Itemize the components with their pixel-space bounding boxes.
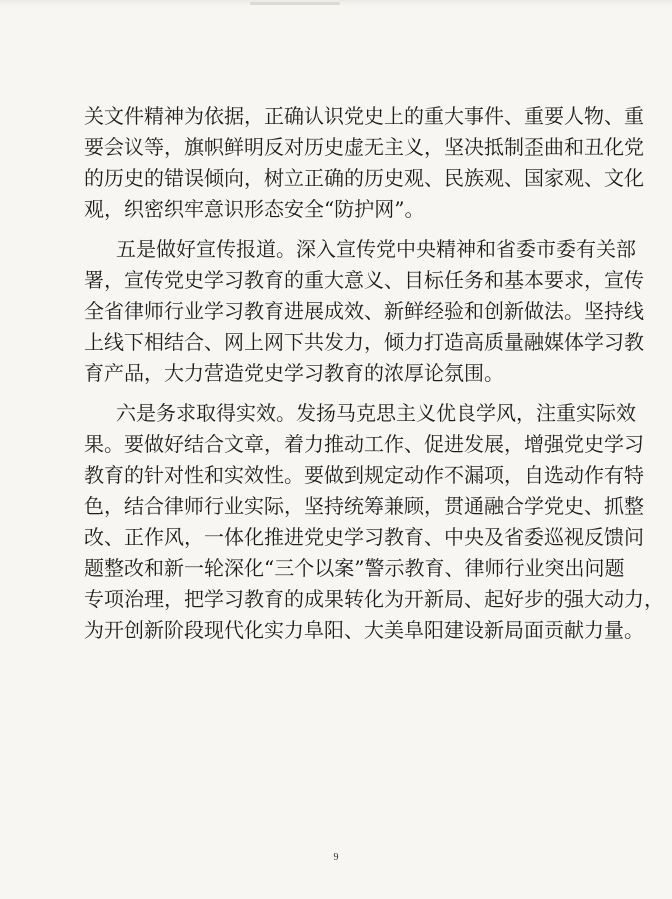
text-line: 改、正作风，一体化推进党史学习教育、中央及省委巡视反馈问: [84, 525, 644, 549]
text-line: 为开创新阶段现代化实力阜阳、大美阜阳建设新局面贡献力量。: [84, 618, 644, 642]
text-line: 五是做好宣传报道。深入宣传党中央精神和省委市委有关部: [116, 237, 636, 261]
text-line: 题整改和新一轮深化“三个以案”警示教育、律师行业突出问题: [84, 556, 625, 580]
text-line: 要会议等，旗帜鲜明反对历史虚无主义，坚决抵制歪曲和丑化党: [84, 135, 644, 159]
page-number: 9: [333, 852, 339, 863]
text-line: 关文件精神为依据，正确认识党史上的重大事件、重要人物、重: [84, 104, 644, 128]
text-line: 全省律师行业学习教育进展成效、新鲜经验和创新做法。坚持线: [84, 299, 644, 323]
document-body: [84, 101, 664, 646]
text-line: 观，织密织牢意识形态安全“防护网”。: [84, 197, 425, 221]
text-line: 色，结合律师行业实际，坚持统筹兼顾，贯通融合学党史、抓整: [84, 494, 644, 518]
text-line: 专项治理，把学习教育的成果转化为开新局、起好步的强大动力，: [84, 587, 664, 611]
scan-artifact: [250, 2, 340, 5]
text-line: 署，宣传党史学习教育的重大意义、目标任务和基本要求，宣传: [84, 268, 644, 292]
paragraph-results: [84, 398, 664, 646]
text-line: 的历史的错误倾向，树立正确的历史观、民族观、国家观、文化: [84, 166, 644, 190]
text-line: 果。要做好结合文章，着力推动工作、促进发展，增强党史学习: [84, 432, 644, 456]
text-line: 教育的针对性和实效性。要做到规定动作不漏项，自选动作有特: [84, 463, 644, 487]
paragraph-publicity: [84, 234, 644, 389]
paragraph-continuation: [84, 101, 644, 225]
text-line: 育产品，大力营造党史学习教育的浓厚论氛围。: [84, 361, 504, 385]
text-line: 六是务求取得实效。发扬马克思主义优良学风，注重实际效: [116, 401, 636, 425]
text-line: 上线下相结合、网上网下共发力，倾力打造高质量融媒体学习教: [84, 330, 644, 354]
